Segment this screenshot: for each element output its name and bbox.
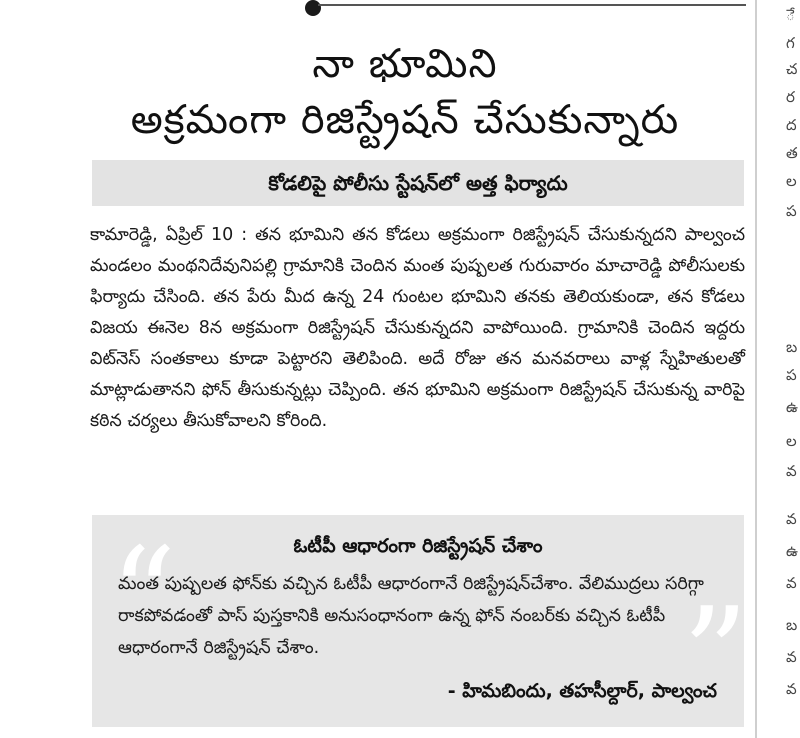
quote-attribution: - హిమబిందు, తహసీల్దార్, పాల్వంచ [447, 680, 717, 702]
adjacent-glyph: ల [786, 172, 797, 190]
subheadline: కోడలిపై పోలీసు స్టేషన్‌లో అత్త ఫిర్యాదు [268, 171, 568, 195]
adjacent-glyph: ప [786, 202, 797, 220]
adjacent-glyph: వ [786, 462, 797, 480]
adjacent-glyph: వ [786, 574, 797, 592]
adjacent-glyph: ద [786, 116, 797, 134]
headline-line-1: నా భూమిని [312, 41, 498, 87]
subheadline-banner [92, 160, 744, 206]
adjacent-glyph: వ [786, 680, 797, 698]
adjacent-glyph: ఉ [786, 398, 798, 416]
adjacent-glyph: ర [786, 88, 795, 106]
adjacent-glyph: వ [786, 648, 797, 666]
adjacent-glyph: ే [786, 6, 795, 24]
adjacent-glyph: గ [786, 34, 795, 52]
adjacent-glyph: బ [786, 338, 798, 356]
column-divider [755, 0, 757, 738]
adjacent-glyph: వ [786, 510, 797, 528]
close-quote-icon: ” [682, 579, 749, 731]
open-quote-icon: “ [110, 519, 177, 671]
adjacent-glyph: బ [786, 616, 798, 634]
headline-line-2: అక్రమంగా రిజిస్ట్రేషన్ చేసుకున్నారు [130, 97, 680, 143]
top-rule [318, 4, 746, 6]
quote-title: ఓటీపీ ఆధారంగా రిజిస్ట్రేషన్ చేశాం [293, 535, 543, 557]
adjacent-glyph: చ [786, 60, 798, 78]
headline [60, 36, 750, 148]
adjacent-glyph: ల [786, 432, 797, 450]
adjacent-glyph: ఉ [786, 542, 798, 560]
quote-body: మంత పుష్పలత ఫోన్‌కు వచ్చిన ఓటీపీ ఆధారంగానే రిజిస్ట్రేషన్‌చేశాం. వేలిముద్రలు సరిగ్గా రాకపోవడంతో పాస్ పుస్తకానికి అనుసంధానంగా ఉన్న ఫోన్ నంబర్‌కు వచ్చిన ఓటీపీ ఆధారంగానే రిజిస్ట్రేషన్ చేశాం. [118, 574, 704, 658]
adjacent-glyph: త [786, 144, 798, 162]
top-ornament-dot [305, 0, 321, 16]
adjacent-column-fragment [766, 0, 800, 738]
adjacent-glyph: ప [786, 366, 797, 384]
article-body: కామారెడ్డి, ఏప్రిల్ 10 : తన భూమిని తన కోడలు అక్రమంగా రిజిస్ట్రేషన్ చేసుకున్నదని పాల్వంచ మండలం మంథనిదేవునిపల్లి గ్రామానికి చెందిన మంత పుష్పలత గురువారం మాచారెడ్డి పోలీసులకు ఫిర్యాదు చేసింది. తన పేరు మీద ఉన్న 24 గుంటల భూమిని తనకు తెలియకుండా, తన కోడలు విజయ ఈనెల 8న అక్రమంగా రిజిస్ట్రేషన్ చేసుకున్నదని వాపోయింది. గ్రామానికి చెందిన ఇద్దరు విట్‌నెస్ సంతకాలు కూడా పెట్టారని తెలిపింది. అదే రోజు తన మనవరాలు వాళ్ల స్నేహితులతో మాట్లాడుతానని ఫోన్ తీసుకున్నట్లు చెప్పింది. తన భూమిని అక్రమంగా రిజిస్ట్రేషన్ చేసుకున్న వారిపై కఠిన చర్యలు తీసుకోవాలని కోరింది. [90, 225, 745, 431]
